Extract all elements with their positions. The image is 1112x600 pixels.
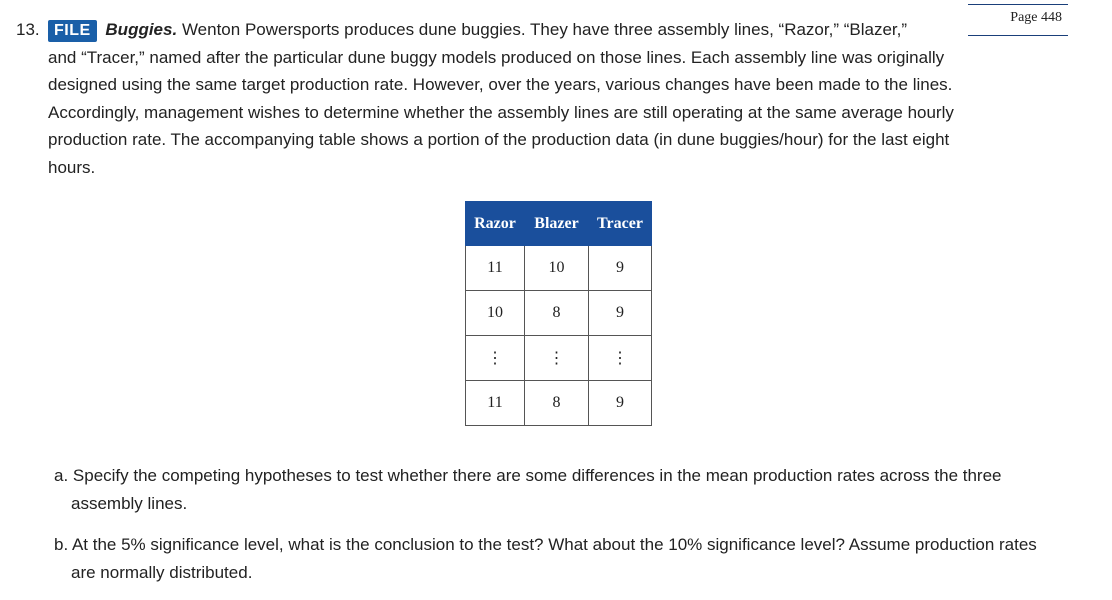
- table-cell: 10: [466, 291, 525, 336]
- table-cell: 9: [589, 381, 652, 426]
- table-cell: 9: [589, 291, 652, 336]
- problem-text-line-4: Accordingly, management wishes to determine whether the assembly lines are still operating at the same average hourly: [48, 102, 954, 122]
- header-tracer: Tracer: [589, 202, 652, 246]
- header-razor: Razor: [466, 202, 525, 246]
- table-cell: 8: [525, 291, 589, 336]
- problem-number: 13.: [16, 20, 40, 39]
- problem-text-line-3: designed using the same target production rate. However, over the years, various changes have been made to the lines.: [48, 75, 953, 94]
- page-reference: Page 448: [968, 4, 1068, 36]
- production-data-table: [465, 201, 652, 426]
- table-cell: 8: [525, 381, 589, 426]
- problem-title: Buggies.: [105, 20, 178, 39]
- header-blazer: Blazer: [525, 202, 589, 246]
- problem-text-line-1: Wenton Powersports produces dune buggies. They have three assembly lines, “Razor,” “Blazer,”: [181, 20, 908, 39]
- table-cell: 11: [466, 381, 525, 426]
- table-header-row: [466, 202, 652, 246]
- problem-text-line-5: production rate. The accompanying table shows a portion of the production data (in dune buggies/hour) for the last eight: [48, 130, 950, 149]
- table-row-ellipsis: [466, 336, 652, 381]
- problem-text-line-6: hours.: [48, 157, 96, 177]
- table-row: [466, 246, 652, 291]
- table-cell: ⋮: [589, 336, 652, 381]
- problem-statement: [16, 16, 1076, 181]
- table-cell: ⋮: [525, 336, 589, 381]
- part-b: b. At the 5% significance level, what is the conclusion to the test? What about the 10% significance level? Assume production rates are normally distributed.: [54, 535, 1037, 582]
- problem-text-line-2: and “Tracer,” named after the particular dune buggy models produced on those lines. Each assembly line was originally: [48, 47, 945, 67]
- table-row: [466, 381, 652, 426]
- table-row: [466, 291, 652, 336]
- part-a: a. Specify the competing hypotheses to test whether there are some differences in the mean production rates across the three assembly lines.: [54, 466, 1002, 513]
- file-badge[interactable]: FILE: [48, 20, 97, 42]
- table-cell: ⋮: [466, 336, 525, 381]
- table-cell: 11: [466, 246, 525, 291]
- problem-parts: [54, 462, 1064, 600]
- table-cell: 10: [525, 246, 589, 291]
- problem-first-line: [16, 16, 1076, 44]
- table-cell: 9: [589, 246, 652, 291]
